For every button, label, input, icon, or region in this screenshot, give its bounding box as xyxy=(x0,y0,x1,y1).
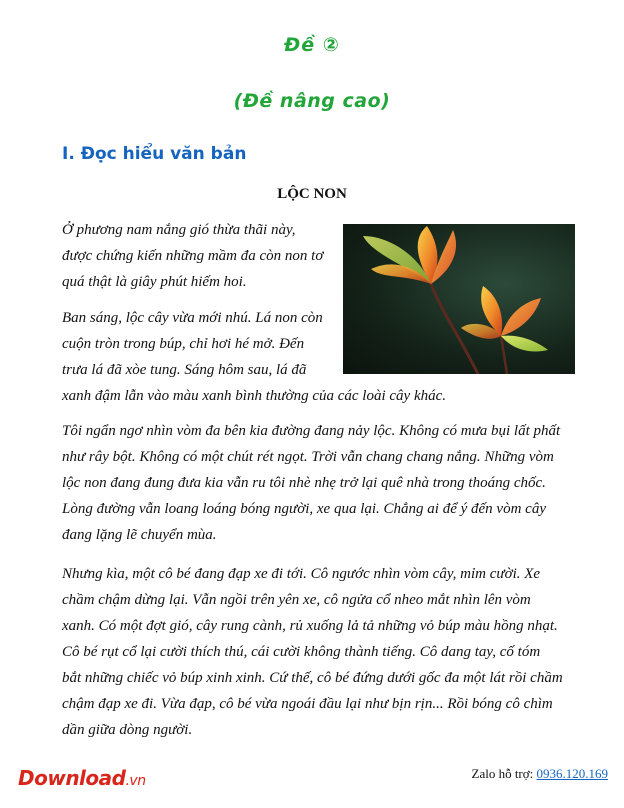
paragraph-line: chầm chậm dừng lại. Vẫn ngồi trên yên xe, cô ngửa cổ nheo mắt nhìn lên vòm xyxy=(62,592,531,608)
paragraph-line: Ban sáng, lộc cây vừa mới nhú. Lá non còn xyxy=(62,310,323,326)
paragraph-line: quá thật là giây phút hiếm hoi. xyxy=(62,274,247,290)
paragraph-line: Tôi ngẩn ngơ nhìn vòm đa bên kia đường đang nảy lộc. Không có mưa bụi lất phất xyxy=(62,423,561,439)
logo-main-text: Download xyxy=(18,766,126,790)
zalo-support xyxy=(472,766,609,782)
paragraph-line: xanh. Có một đợt gió, cây rung cành, rủ xuống lả tả những vỏ búp màu hồng nhạt. xyxy=(62,618,558,634)
download-vn-logo[interactable] xyxy=(18,766,146,790)
paragraph-line: trưa lá đã xòe tung. Sáng hôm sau, lá đã xyxy=(62,362,307,378)
exam-subtitle: (Đề nâng cao) xyxy=(233,90,391,112)
paragraph-line: đang lặng lẽ chuyển mùa. xyxy=(62,527,217,543)
sprouting-leaves-photo xyxy=(343,224,575,374)
paragraph-line: được chứng kiến những mầm đa còn non tơ xyxy=(62,248,324,264)
paragraph-3 xyxy=(62,418,580,548)
paragraph-line: như rây bột. Không có một chút rét ngọt. Trời vẫn chang chang nắng. Những vòm xyxy=(62,449,554,465)
paragraph-line: lộc non đang đung đưa kia vẫn ru tôi nhè nhẹ trở lại quê nhà trong thoáng chốc. xyxy=(62,475,546,491)
paragraph-2-tail xyxy=(62,383,562,409)
support-phone-link[interactable]: 0936.120.169 xyxy=(536,766,608,781)
support-label: Zalo hỗ trợ: xyxy=(471,766,534,781)
paragraph-line: Ở phương nam nắng gió thừa thãi này, xyxy=(62,222,296,238)
paragraph-line: chậm đạp xe đi. Vừa đạp, cô bé vừa ngoái đầu lại như bịn rịn... Rồi bóng cô chìm xyxy=(62,696,553,712)
paragraph-line: Nhưng kìa, một cô bé đang đạp xe đi tới. Cô ngước nhìn vòm cây, mỉm cười. Xe xyxy=(62,566,541,582)
logo-suffix-text: .vn xyxy=(125,773,146,789)
section-heading: I. Đọc hiểu văn bản xyxy=(62,144,247,164)
paragraph-line: Cô bé rụt cổ lại cười thích thú, cái cười không thành tiếng. Cô dang tay, cố tóm xyxy=(62,644,541,660)
paragraph-2 xyxy=(62,305,330,383)
paragraph-line: Lòng đường vẫn loang loáng bóng người, xe qua lại. Chẳng ai để ý đến vòm cây xyxy=(62,501,546,517)
paragraph-line: dần giữa dòng người. xyxy=(62,722,193,738)
paragraph-1 xyxy=(62,217,330,295)
paragraph-line: xanh đậm lẫn vào màu xanh bình thường của các loài cây khác. xyxy=(62,388,447,404)
text-title: LỘC NON xyxy=(277,186,347,202)
exam-title: Đề ② xyxy=(284,34,340,56)
paragraph-line: cuộn tròn trong búp, chỉ hơi hé mở. Đến xyxy=(62,336,305,352)
paragraph-4 xyxy=(62,561,580,743)
paragraph-line: bắt những chiếc vỏ búp xinh xinh. Cứ thế, cô bé đứng dưới gốc đa một lát rồi chầm xyxy=(62,670,563,686)
